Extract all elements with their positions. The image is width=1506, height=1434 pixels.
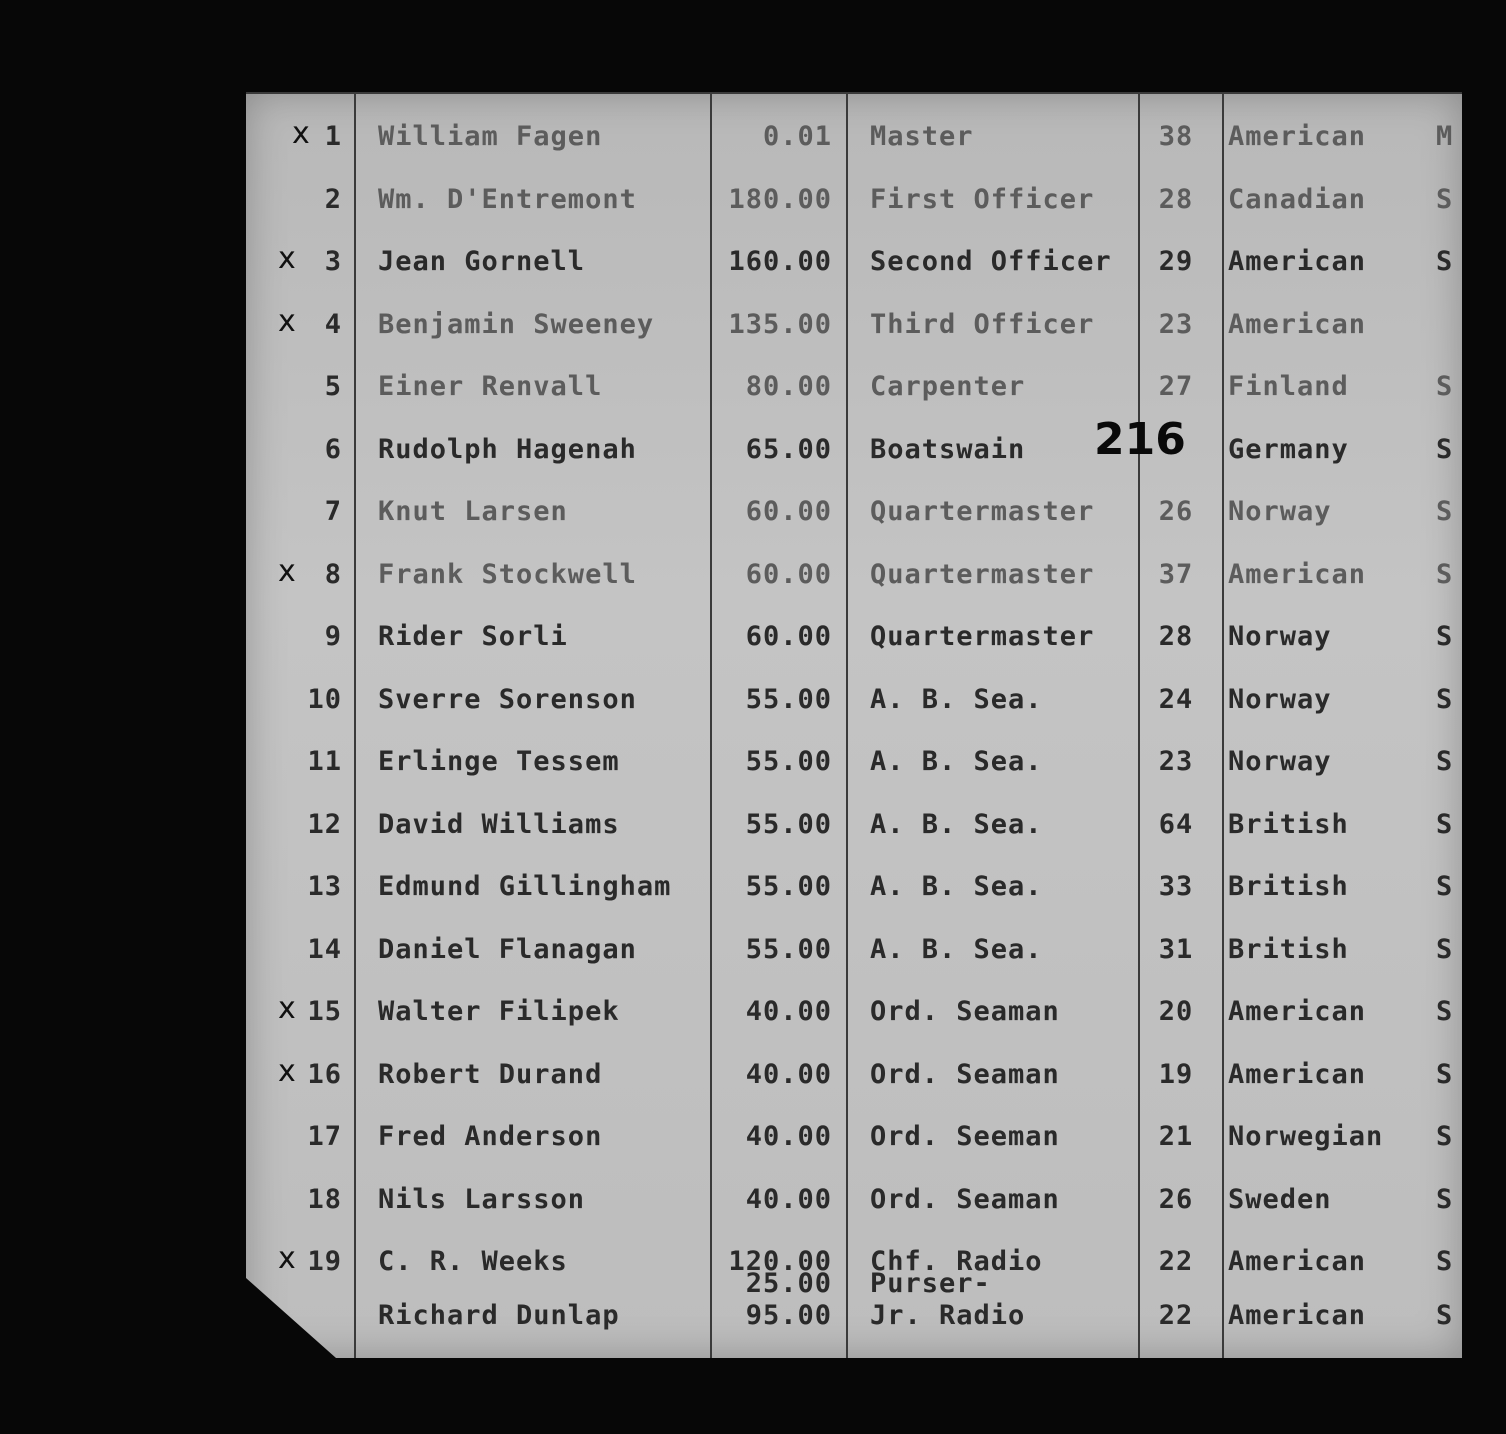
age-cell: 31	[1158, 933, 1194, 965]
age-cell: 22	[1158, 1246, 1194, 1277]
status-cell: S	[1436, 683, 1454, 715]
name-cell: Robert Durand	[378, 1058, 603, 1090]
folded-corner	[246, 1278, 336, 1358]
name-cell: Knut Larsen	[378, 496, 568, 527]
name-cell: Frank Stockwell	[378, 558, 637, 590]
top-rule	[246, 92, 1462, 94]
row-number-cell: 15	[307, 996, 342, 1027]
pay-cell-secondary: 25.00	[745, 1268, 832, 1299]
row-number-cell: 18	[307, 1183, 342, 1215]
rank-cell: Quartermaster	[870, 621, 1095, 652]
status-cell: S	[1436, 933, 1454, 965]
age-cell: 20	[1158, 996, 1194, 1027]
nationality-cell: American	[1228, 308, 1367, 340]
age-cell: 22	[1158, 1300, 1194, 1331]
rank-cell: Quartermaster	[870, 558, 1095, 590]
age-cell: 19	[1158, 1058, 1194, 1090]
table-row	[246, 169, 1462, 231]
status-cell: S	[1436, 1300, 1454, 1331]
row-number-cell: 3	[324, 246, 342, 277]
nationality-cell: Norway	[1228, 496, 1332, 527]
nationality-cell: Norway	[1228, 621, 1332, 652]
name-cell: Sverre Sorenson	[378, 683, 637, 715]
pay-cell: 40.00	[745, 1058, 832, 1090]
nationality-cell: Norway	[1228, 683, 1332, 715]
name-cell: Einer Renvall	[378, 371, 603, 402]
age-cell: 33	[1158, 871, 1194, 902]
rank-cell: A. B. Sea.	[870, 871, 1043, 902]
nationality-cell: American	[1228, 558, 1367, 590]
handwritten-check-mark: x	[278, 553, 296, 589]
status-cell: S	[1436, 371, 1454, 402]
rank-cell: A. B. Sea.	[870, 746, 1043, 777]
age-cell: 28	[1158, 183, 1194, 215]
nationality-cell: British	[1228, 871, 1349, 902]
table-row	[246, 731, 1462, 793]
rank-cell: Boatswain	[870, 433, 1026, 465]
nationality-cell: British	[1228, 933, 1349, 965]
pay-cell: 40.00	[745, 996, 832, 1027]
pay-cell: 60.00	[745, 621, 832, 652]
status-cell: S	[1436, 1058, 1454, 1090]
table-row	[246, 1106, 1462, 1168]
name-cell: Nils Larsson	[378, 1183, 586, 1215]
row-number-cell: 16	[307, 1058, 342, 1090]
table-row	[246, 544, 1462, 606]
name-cell: Jean Gornell	[378, 246, 586, 277]
status-cell: S	[1436, 996, 1454, 1027]
name-cell: David Williams	[378, 808, 620, 840]
nationality-cell: Norway	[1228, 746, 1332, 777]
status-cell: S	[1436, 1246, 1454, 1277]
table-row	[246, 606, 1462, 668]
status-cell: S	[1436, 1183, 1454, 1215]
pay-cell: 135.00	[728, 308, 832, 340]
page-number-stamp: 216	[1094, 414, 1186, 465]
rank-cell: Chf. Radio	[870, 1246, 1043, 1277]
nationality-cell: American	[1228, 246, 1367, 277]
name-cell: C. R. Weeks	[378, 1246, 568, 1277]
name-cell: William Fagen	[378, 121, 603, 152]
status-cell: S	[1436, 246, 1454, 277]
table-row	[246, 419, 1462, 481]
status-cell: S	[1436, 621, 1454, 652]
row-number-cell: 11	[307, 746, 342, 777]
handwritten-check-mark: x	[278, 241, 296, 276]
row-number-cell: 2	[324, 183, 342, 215]
row-number-cell: 6	[324, 433, 342, 465]
status-cell: S	[1436, 1121, 1454, 1152]
rank-cell: Third Officer	[870, 308, 1095, 340]
pay-cell: 80.00	[745, 371, 832, 402]
row-number-cell: 7	[324, 496, 342, 527]
rank-cell: Carpenter	[870, 371, 1026, 402]
handwritten-check-mark: x	[292, 116, 310, 151]
rank-cell: Ord. Seaman	[870, 1183, 1060, 1215]
row-number-cell: 4	[324, 308, 342, 340]
name-cell: Wm. D'Entremont	[378, 183, 637, 215]
age-cell: 24	[1158, 683, 1194, 715]
row-number-cell: 17	[307, 1121, 342, 1152]
rank-cell: Ord. Seaman	[870, 1058, 1060, 1090]
name-cell: Edmund Gillingham	[378, 871, 672, 902]
age-cell: 64	[1158, 808, 1194, 840]
rank-cell: Ord. Seaman	[870, 996, 1060, 1027]
status-cell: S	[1436, 433, 1454, 465]
pay-cell: 55.00	[745, 683, 832, 715]
table-row	[246, 1044, 1462, 1106]
rank-cell: A. B. Sea.	[870, 808, 1043, 840]
pay-cell: 55.00	[745, 933, 832, 965]
name-cell: Walter Filipek	[378, 996, 620, 1027]
pay-cell: 55.00	[745, 808, 832, 840]
rank-cell: Second Officer	[870, 246, 1112, 277]
pay-cell: 40.00	[745, 1183, 832, 1215]
table-row	[246, 106, 1462, 168]
rank-cell: Ord. Seeman	[870, 1121, 1060, 1152]
row-number-cell: 13	[307, 871, 342, 902]
table-row	[246, 981, 1462, 1043]
name-cell: Fred Anderson	[378, 1121, 603, 1152]
status-cell: S	[1436, 496, 1454, 527]
nationality-cell: Finland	[1228, 371, 1349, 402]
table-row	[246, 481, 1462, 543]
table-row	[246, 1258, 1462, 1358]
name-cell: Rider Sorli	[378, 621, 568, 652]
row-number-cell: 10	[307, 683, 342, 715]
status-cell: S	[1436, 183, 1454, 215]
nationality-cell: Norwegian	[1228, 1121, 1384, 1152]
nationality-cell: Germany	[1228, 433, 1349, 465]
handwritten-check-mark: x	[278, 991, 296, 1026]
age-cell: 23	[1158, 308, 1194, 340]
row-number-cell: 8	[324, 558, 342, 590]
age-cell: 26	[1158, 1183, 1194, 1215]
table-row	[246, 231, 1462, 293]
table-row	[246, 856, 1462, 918]
age-cell: 26	[1158, 496, 1194, 527]
name-cell: Daniel Flanagan	[378, 933, 637, 965]
name-cell: Benjamin Sweeney	[378, 308, 655, 340]
pay-cell: 0.01	[762, 121, 832, 152]
rank-cell: Master	[870, 121, 974, 152]
table-row	[246, 669, 1462, 731]
name-cell: Rudolph Hagenah	[378, 433, 637, 465]
handwritten-check-mark: x	[278, 1053, 296, 1089]
pay-cell: 120.00	[728, 1246, 832, 1277]
age-cell: 27	[1158, 371, 1194, 402]
pay-cell: 60.00	[745, 558, 832, 590]
nationality-cell: American	[1228, 1246, 1367, 1277]
age-cell: 37	[1158, 558, 1194, 590]
nationality-cell: American	[1228, 121, 1367, 152]
table-row	[246, 294, 1462, 356]
age-cell: 38	[1158, 121, 1194, 152]
name-cell: Richard Dunlap	[378, 1300, 620, 1331]
row-number-cell: 1	[324, 121, 342, 152]
nationality-cell: American	[1228, 1058, 1367, 1090]
age-cell: 21	[1158, 1121, 1194, 1152]
pay-cell: 65.00	[745, 433, 832, 465]
rank-cell: A. B. Sea.	[870, 683, 1043, 715]
status-cell: S	[1436, 871, 1454, 902]
pay-cell: 40.00	[745, 1121, 832, 1152]
table-row	[246, 1169, 1462, 1231]
rank-cell: A. B. Sea.	[870, 933, 1043, 965]
rank-cell: First Officer	[870, 183, 1095, 215]
age-cell: 23	[1158, 746, 1194, 777]
table-row	[246, 356, 1462, 418]
name-cell: Erlinge Tessem	[378, 746, 620, 777]
pay-cell: 55.00	[745, 871, 832, 902]
rank-cell: Quartermaster	[870, 496, 1095, 527]
nationality-cell: Canadian	[1228, 183, 1367, 215]
rank-cell-secondary: Purser-	[870, 1268, 991, 1299]
nationality-cell: American	[1228, 1300, 1367, 1331]
row-number-cell: 19	[307, 1246, 342, 1277]
table-row	[246, 919, 1462, 981]
age-cell: 29	[1158, 246, 1194, 277]
row-number-cell: 9	[324, 621, 342, 652]
pay-cell: 55.00	[745, 746, 832, 777]
status-cell: M	[1436, 121, 1454, 152]
nationality-cell: Sweden	[1228, 1183, 1332, 1215]
table-row	[246, 794, 1462, 856]
pay-cell: 160.00	[728, 246, 832, 277]
handwritten-check-mark: x	[278, 1241, 296, 1276]
status-cell: S	[1436, 746, 1454, 777]
pay-cell: 60.00	[745, 496, 832, 527]
status-cell: S	[1436, 558, 1454, 590]
handwritten-check-mark: x	[278, 303, 296, 339]
row-number-cell: 14	[307, 933, 342, 965]
row-number-cell: 5	[324, 371, 342, 402]
nationality-cell: American	[1228, 996, 1367, 1027]
pay-cell: 180.00	[728, 183, 832, 215]
pay-cell: 95.00	[745, 1300, 832, 1331]
status-cell: S	[1436, 808, 1454, 840]
age-cell: 28	[1158, 621, 1194, 652]
row-number-cell: 12	[307, 808, 342, 840]
rank-cell: Jr. Radio	[870, 1300, 1026, 1331]
nationality-cell: British	[1228, 808, 1349, 840]
crew-list-page	[246, 92, 1462, 1358]
